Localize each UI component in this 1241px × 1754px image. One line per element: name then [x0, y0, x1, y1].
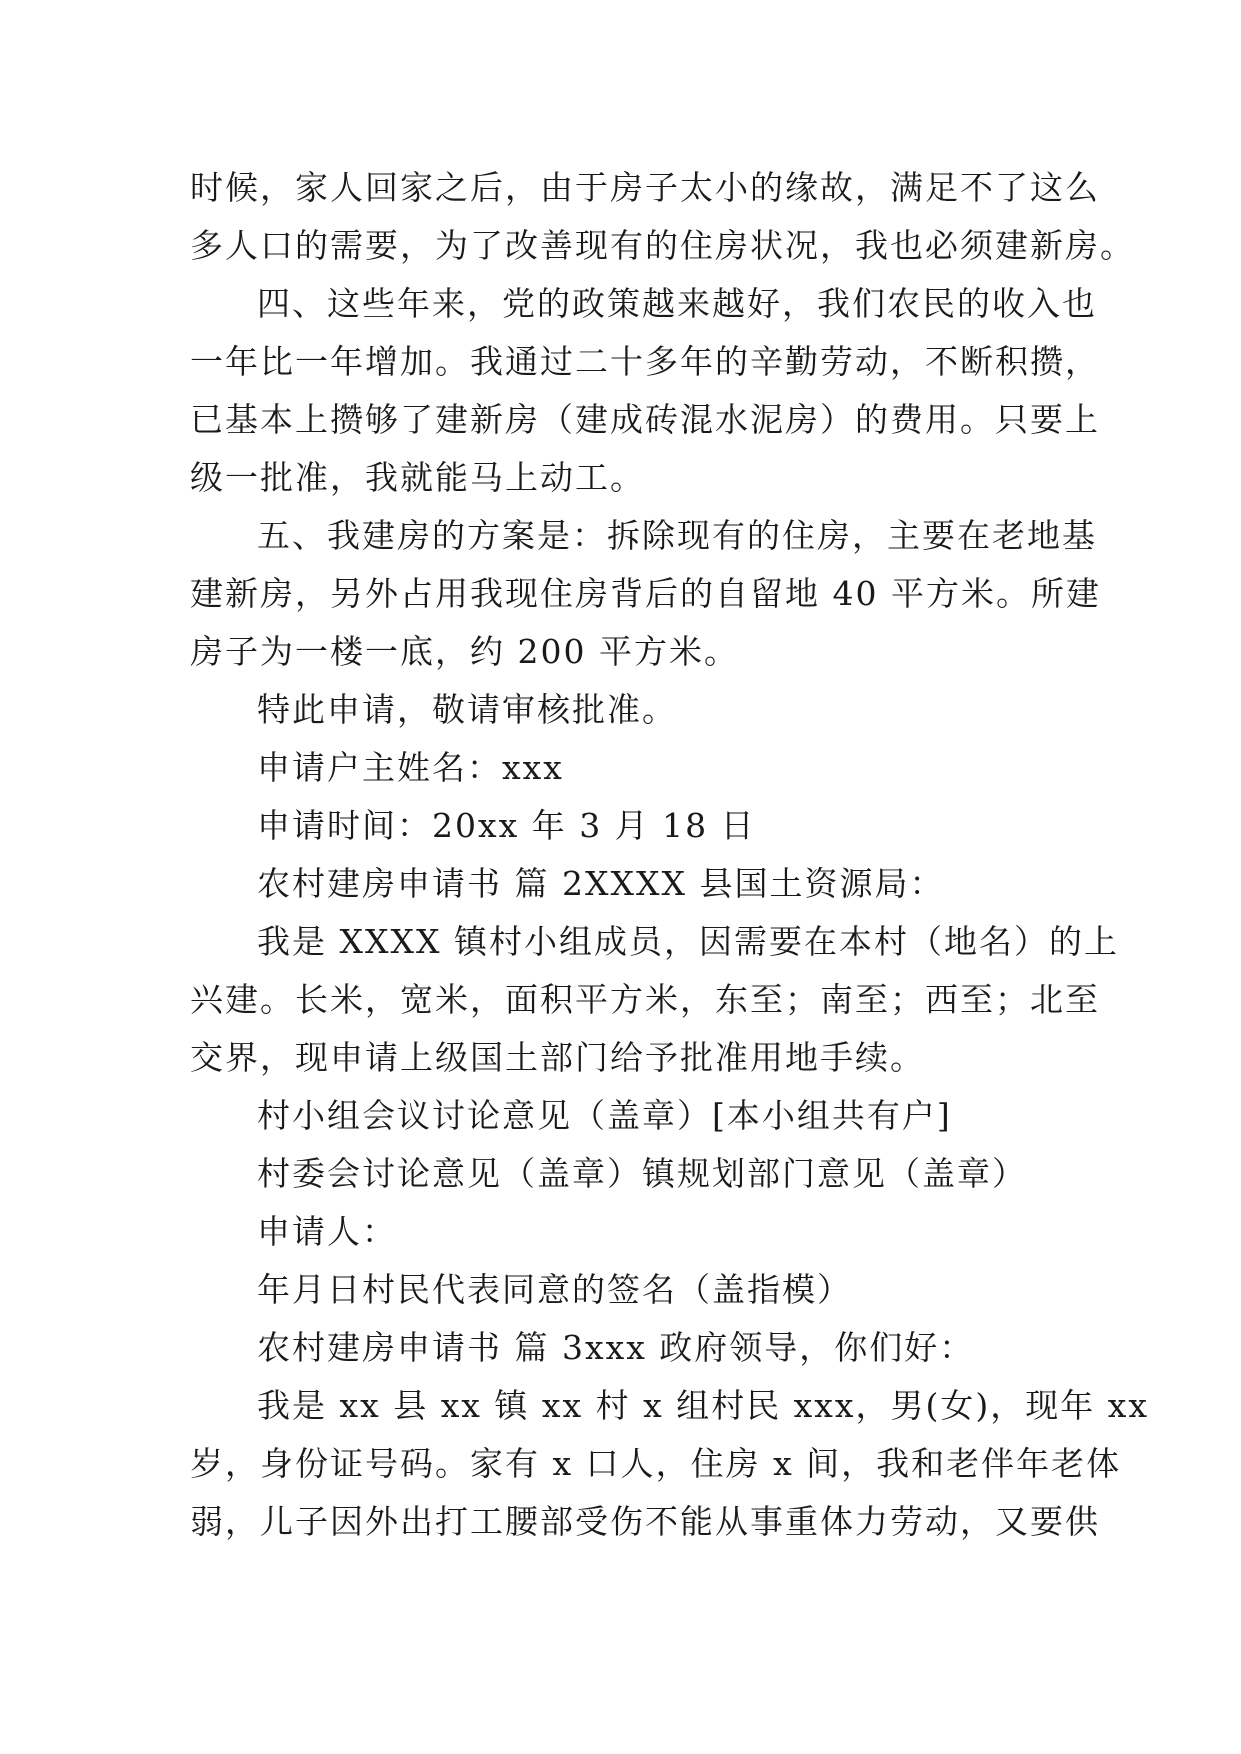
paragraph-line: 一年比一年增加。我通过二十多年的辛勤劳动，不断积攒， [190, 342, 1100, 381]
paragraph-line: 申请时间：20xx 年 3 月 18 日 [257, 806, 756, 845]
paragraph-line: 兴建。长米，宽米，面积平方米，东至；南至；西至；北至 [190, 980, 1100, 1019]
paragraph-line: 申请人： [257, 1212, 397, 1251]
paragraph-line: 级一批准，我就能马上动工。 [190, 458, 645, 497]
paragraph-line: 弱，儿子因外出打工腰部受伤不能从事重体力劳动，又要供 [190, 1502, 1100, 1541]
paragraph-line: 建新房，另外占用我现住房背后的自留地 40 平方米。所建 [190, 574, 1101, 613]
paragraph-line: 我是 XXXX 镇村小组成员，因需要在本村（地名）的上 [257, 922, 1119, 961]
paragraph-line: 我是 xx 县 xx 镇 xx 村 x 组村民 xxx，男(女)，现年 xx [257, 1386, 1149, 1425]
paragraph-line: 五、我建房的方案是：拆除现有的住房，主要在老地基 [257, 516, 1097, 555]
paragraph-line: 房子为一楼一底，约 200 平方米。 [190, 632, 739, 671]
paragraph-line: 已基本上攒够了建新房（建成砖混水泥房）的费用。只要上 [190, 400, 1100, 439]
paragraph-line: 四、这些年来，党的政策越来越好，我们农民的收入也 [257, 284, 1097, 323]
paragraph-line: 申请户主姓名：xxx [257, 748, 564, 787]
paragraph-line: 交界，现申请上级国土部门给予批准用地手续。 [190, 1038, 925, 1077]
paragraph-line: 年月日村民代表同意的签名（盖指模） [257, 1270, 852, 1309]
paragraph-line: 村委会讨论意见（盖章）镇规划部门意见（盖章） [257, 1154, 1027, 1193]
paragraph-line: 多人口的需要，为了改善现有的住房状况，我也必须建新房。 [190, 226, 1135, 265]
section-heading-line: 农村建房申请书 篇 2XXXX 县国土资源局： [257, 864, 945, 903]
paragraph-line: 时候，家人回家之后，由于房子太小的缘故，满足不了这么 [190, 168, 1100, 207]
paragraph-line: 特此申请，敬请审核批准。 [257, 690, 677, 729]
paragraph-line: 岁，身份证号码。家有 x 口人，住房 x 间，我和老伴年老体 [190, 1444, 1122, 1483]
paragraph-line: 村小组会议讨论意见（盖章）[本小组共有户] [257, 1096, 952, 1135]
section-heading-line: 农村建房申请书 篇 3xxx 政府领导，你们好： [257, 1328, 975, 1367]
